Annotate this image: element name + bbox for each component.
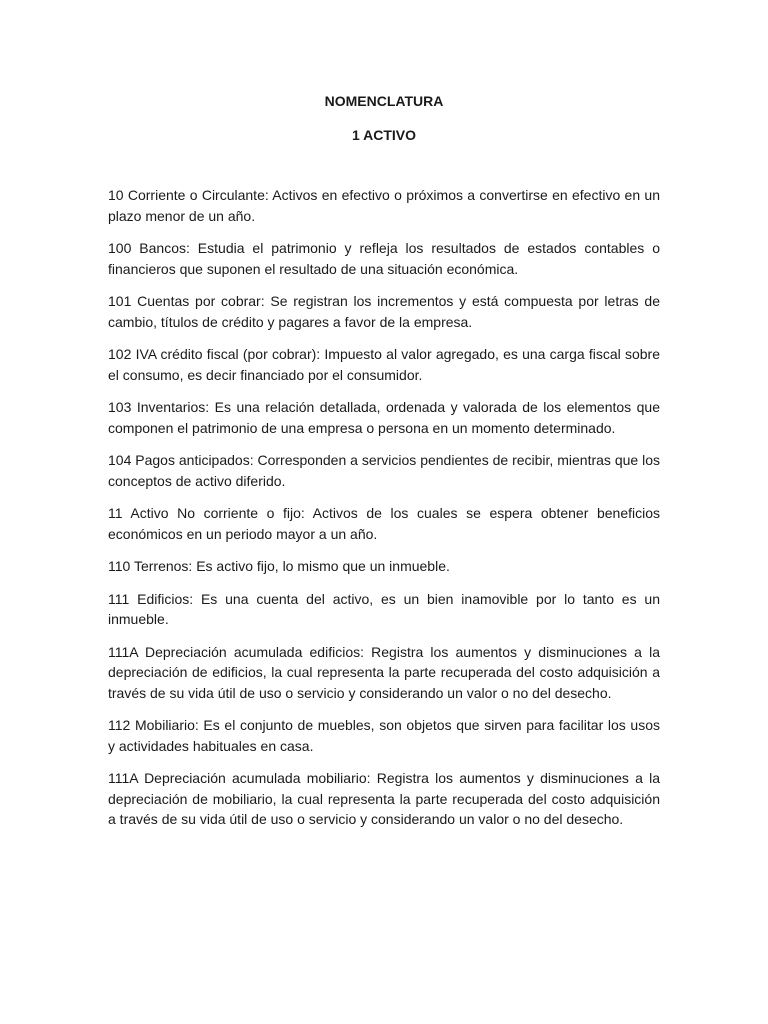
page-title: NOMENCLATURA [324, 93, 444, 109]
account-entry: 111A Depreciación acumulada mobiliario: Registra los aumentos y disminuciones a la depreciación de mobiliario, la cual representa la parte recuperada del costo adquisición a través de su vida útil de uso o servicio y considerando un valor o no del desecho. [108, 770, 660, 827]
account-entry: 102 IVA crédito fiscal (por cobrar): Impuesto al valor agregado, es una carga fiscal sobre el consumo, es decir financiado por el consumidor. [108, 346, 660, 383]
account-entry: 111 Edificios: Es una cuenta del activo, es un bien inamovible por lo tanto es un inmueble. [108, 590, 660, 627]
account-entry: 104 Pagos anticipados: Corresponden a servicios pendientes de recibir, mientras que los conceptos de activo diferido. [108, 452, 660, 489]
account-entry: 112 Mobiliario: Es el conjunto de muebles, son objetos que sirven para facilitar los usos y actividades habituales en casa. [108, 717, 660, 754]
account-entry: 11 Activo No corriente o fijo: Activos de los cuales se espera obtener beneficios económicos en un periodo mayor a un año. [108, 505, 660, 542]
account-entry: 100 Bancos: Estudia el patrimonio y refleja los resultados de estados contables o financieros que suponen el resultado de una situación económica. [108, 240, 660, 277]
account-entry: 101 Cuentas por cobrar: Se registran los incrementos y está compuesta por letras de cambio, títulos de crédito y pagares a favor de la empresa. [108, 293, 660, 330]
account-entry: 110 Terrenos: Es activo fijo, lo mismo que un inmueble. [108, 558, 450, 574]
account-entry: 10 Corriente o Circulante: Activos en efectivo o próximos a convertirse en efectivo en un plazo menor de un año. [108, 187, 660, 224]
section-title: 1 ACTIVO [351, 127, 417, 143]
account-entry: 103 Inventarios: Es una relación detallada, ordenada y valorada de los elementos que componen el patrimonio de una empresa o persona en un momento determinado. [108, 399, 660, 436]
account-entries [108, 185, 660, 830]
account-entry: 111A Depreciación acumulada edificios: Registra los aumentos y disminuciones a la depreciación de edificios, la cual representa la parte recuperada del costo adquisición a través de su vida útil de uso o servicio y considerando un valor o no del desecho. [108, 643, 660, 701]
